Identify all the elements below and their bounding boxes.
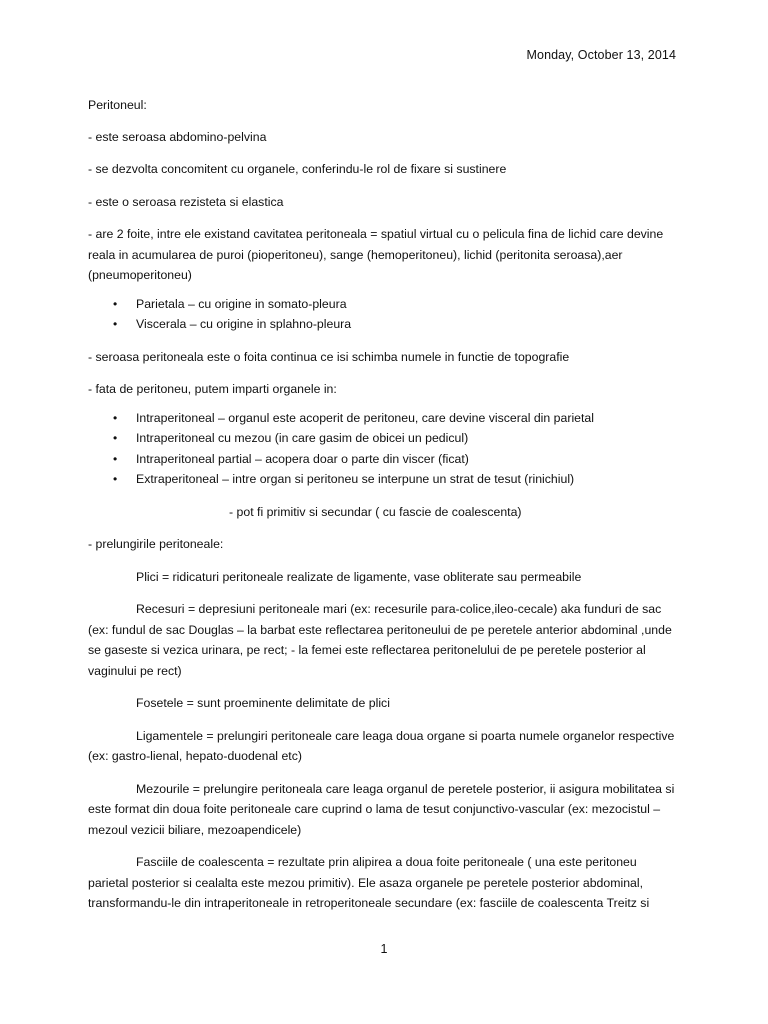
paragraph-2: - se dezvolta concomitent cu organele, conferindu-le rol de fixare si sustinere [88,162,507,176]
list-item: • Intraperitoneal partial – acopera doar o parte din viscer (ficat) [88,449,680,470]
paragraph-6: - fata de peritoneu, putem imparti organele in: [88,382,337,396]
plici-paragraph: Plici = ridicaturi peritoneale realizate de ligamente, vase obliterate sau permeabile [136,569,582,584]
bullet-icon: • [113,431,118,445]
header-date: Monday, October 13, 2014 [526,48,676,62]
list-item: • Parietala – cu origine in somato-pleura [88,294,680,315]
bullet-icon: • [113,317,118,331]
ligamentele-paragraph: Ligamentele = prelungiri peritoneale care leaga doua organe si poarta numele organelor respective (ex: gastro-lienal, hepato-duodenal etc) [88,728,675,763]
foite-list [88,294,680,335]
bullet-icon: • [113,472,118,486]
mezourile-paragraph: Mezourile = prelungire peritoneala care leaga organul de peretele posterior, ii asigura mobilitatea si este format din doua foite peritoneale care cuprind o lama de tesut conjunctivo-vascular (ex: mezocistul – mezoul vezicii biliare, mezoapendicele) [88,781,675,837]
list-item: • Intraperitoneal – organul este acoperit de peritoneu, care devine visceral din parietal [88,408,680,429]
bullet-icon: • [113,296,118,311]
fasciile-paragraph: Fasciile de coalescenta = rezultate prin alipirea a doua foite peritoneale ( una este peritoneu parietal posterior si cealalta este mezou primitiv). Ele asaza organele pe peretele posterior abdominal, transformandu-le din intraperitoneale in retroperitoneale secundare (ex: fasciile de coalescenta Treitz si [88,855,650,910]
list-item: • Intraperitoneal cu mezou (in care gasim de obicei un pedicul) [88,428,680,449]
organe-list [88,408,680,490]
document-title: Peritoneul: [88,98,147,112]
centered-note: - pot fi primitiv si secundar ( cu fascie de coalescenta) [229,504,522,519]
document-body [88,95,680,926]
paragraph-5: - seroasa peritoneala este o foita continua ce isi schimba numele in functie de topografie [88,349,570,364]
paragraph-3: - este o seroasa rezisteta si elastica [88,194,284,209]
fosetele-paragraph: Fosetele = sunt proeminente delimitate de plici [136,696,390,710]
bullet-icon: • [113,410,118,425]
list-item: • Viscerala – cu origine in splahno-pleura [88,314,680,335]
paragraph-1: - este seroasa abdomino-pelvina [88,129,267,144]
bullet-icon: • [113,451,118,466]
paragraph-7: - prelungirile peritoneale: [88,537,224,551]
page-number: 1 [380,942,388,956]
list-item: • Extraperitoneal – intre organ si peritoneu se interpune un strat de tesut (rinichiul) [88,469,680,490]
paragraph-4: - are 2 foite, intre ele existand cavitatea peritoneala = spatiul virtual cu o pelicula fina de lichid care devine reala in acumularea de puroi (pioperitoneu), sange (hemoperitoneu), lichid (peritonita seroasa),aer (pneumoperitoneu) [88,227,664,282]
recesuri-paragraph: Recesuri = depresiuni peritoneale mari (ex: recesurile para-colice,ileo-cecale) aka funduri de sac (ex: fundul de sac Douglas – la barbat este reflectarea peritoneului de pe peretele anterior abdominal ,unde se gaseste si vezica urinara, pe rect; - la femei este reflectarea peritonelului de pe peretele posterior al vaginului pe rect) [88,602,672,678]
